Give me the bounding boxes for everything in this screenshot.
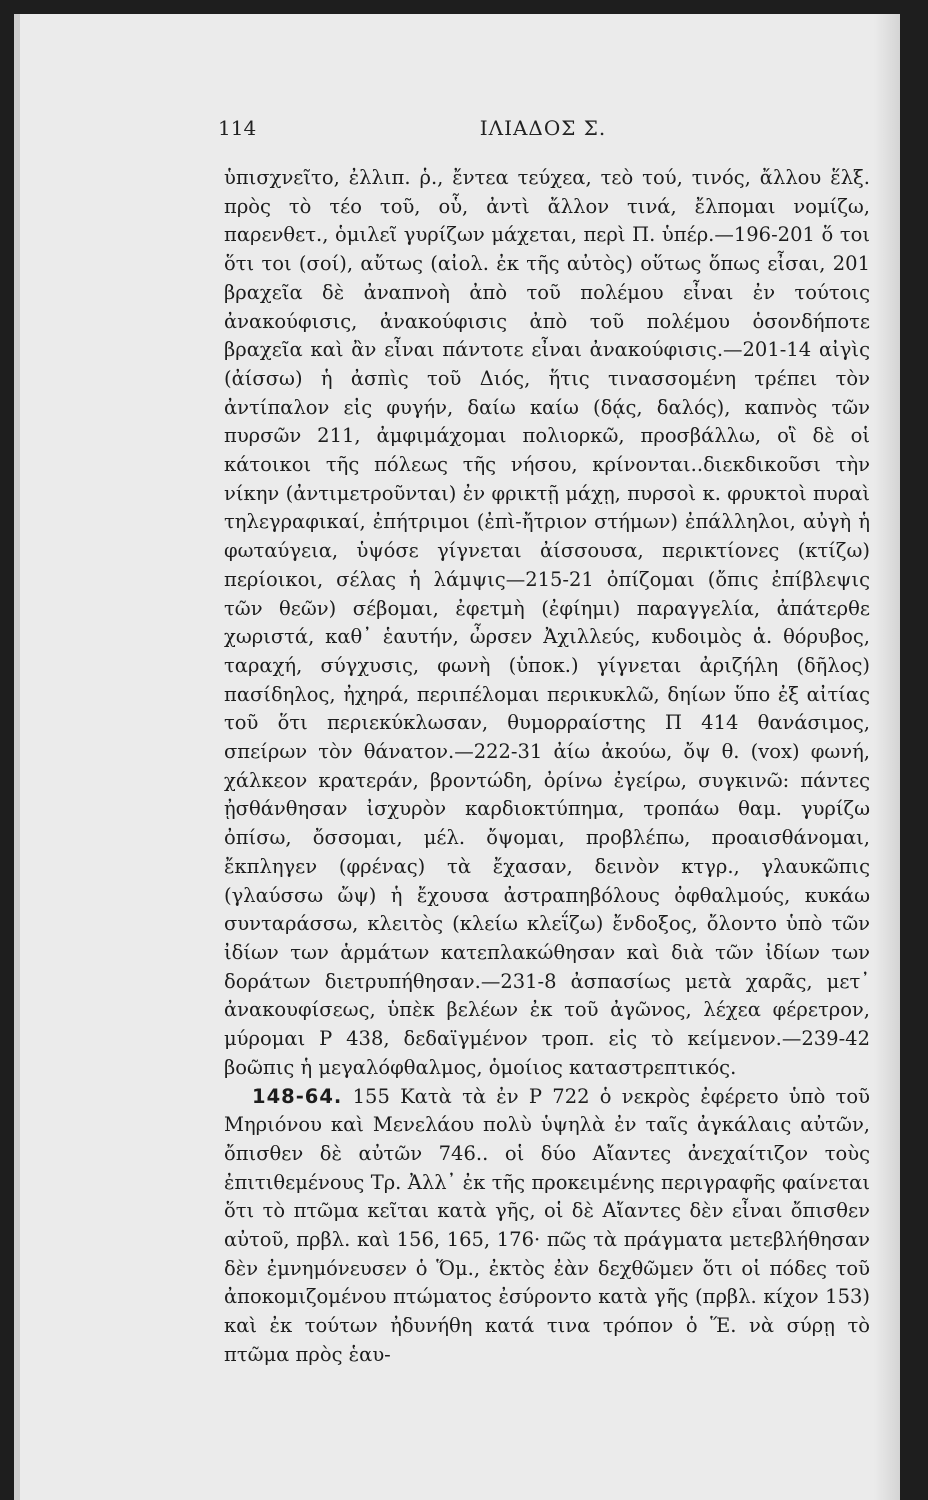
section-label: 148-64. [252, 1084, 343, 1108]
commentary-paragraph: ὑπισχνεῖτο, ἐλλιπ. ῥ., ἔντεα τεύχεα, τεὸ τού, τινός, ἄλλου ἕλξ. πρὸς τὸ τέο τοῦ, οὗ, ἀντὶ ἄλλον τινά, ἔλπομαι νομίζω, παρενθετ., ὁμιλεῖ γυρίζων μάχεται, περὶ Π. ὑπέρ.—196-201 ὅ τοι ὅτι τοι (σοί), αὔτως (αἰολ. ἐκ τῆς αὐτὸς) οὕτως ὅπως εἶσαι, 201 βραχεῖα δὲ ἀναπνοὴ ἀπὸ τοῦ πολέμου εἶναι ἐν τούτοις ἀνακούφισις, ἀνακούφισις ἀπὸ τοῦ πολέμου ὁσονδήποτε βραχεῖα καὶ ἂν εἶναι πάντοτε εἶναι ἀνακούφισις.—201-14 αἰγὶς (ἀίσσω) ἡ ἀσπὶς τοῦ Διός, ἥτις τινασσομένη τρέπει τὸν ἀντίπαλον εἰς φυγήν, δαίω καίω (δᾴς, δαλός), καπνὸς τῶν πυρσῶν 211, ἀμφιμάχομαι πολιορκῶ, προσβάλλω, οἳ δὲ οἱ κάτοικοι τῆς πόλεως τῆς νήσου, κρίνονται..διεκδικοῦσι τὴν νίκην (ἀντιμετροῦνται) ἐν φρικτῇ μάχῃ, πυρσοὶ κ. φρυκτοὶ πυραὶ τηλεγραφικαί, ἐπήτριμοι (ἐπὶ-ἤτριον στήμων) ἐπάλληλοι, αὐγὴ ἡ φωταύγεια, ὑψόσε γίγνεται ἀίσσουσα, περικτίονες (κτίζω) περίοικοι, σέλας ἡ λάμψις—215-21 ὀπίζομαι (ὄπις ἐπίβλεψις τῶν θεῶν) σέβομαι, ἐφετμὴ (ἐφίημι) παραγγελία, ἀπάτερθε χωριστά, καθ᾽ ἑαυτήν, ὦρσεν Ἀχιλλεύς, κυδοιμὸς ἁ. θόρυβος, ταραχή, σύγχυσις, φωνὴ (ὑποκ.) γίγνεται ἀριζήλη (δῆλος) πασίδηλος, ἠχηρά, περιπέλομαι περικυκλῶ, δηίων ὕπο ἐξ αἰτίας τοῦ ὅτι περιεκύκλωσαν, θυμορραίστης Π 414 θανάσιμος, σπείρων τὸν θάνατον.—222-31 ἀίω ἀκούω, ὄψ θ. (vox) φωνή, χάλκεον κρατεράν, βροντώδη, ὀρίνω ἐγείρω, συγκινῶ: πάντες ᾐσθάνθησαν ἰσχυρὸν καρδιοκτύπημα, τροπάω θαμ. γυρίζω ὀπίσω, ὄσσομαι, μέλ. ὄψομαι, προβλέπω, προαισθάνομαι, ἔκπληγεν (φρένας) τὰ ἔχασαν, δεινὸν κτγρ., γλαυκῶπις (γλαύσσω ὤψ) ἡ ἔχουσα ἀστραπηβόλους ὀφθαλμούς, κυκάω συνταράσσω, κλειτὸς (κλείω κλεΐζω) ἔνδοξος, ὄλοντο ὑπὸ τῶν ἰδίων των ἁρμάτων κατεπλακώθησαν καὶ διὰ τῶν ἰδίων των δοράτων διετρυπήθησαν.—231-8 ἀσπασίως μετὰ χαρᾶς, μετ᾽ ἀνακουφίσεως, ὑπὲκ βελέων ἐκ τοῦ ἀγῶνος, λέχεα φέρετρον, μύρομαι Ρ 438, δεδαϊγμένον τροπ. εἰς τὸ κείμενον.—239-42 βοῶπις ἡ μεγαλόφθαλμος, ὁμοίιος καταστρεπτικός. [224, 166, 870, 1079]
running-title: ΙΛΙΑΔΟΣ Σ. [479, 116, 607, 140]
commentary-text [224, 164, 870, 1370]
page-header [218, 112, 868, 152]
book-page [14, 14, 900, 1500]
page-number: 114 [218, 116, 257, 140]
paragraph-text: 155 Κατὰ τὰ ἐν Ρ 722 ὁ νεκρὸς ἐφέρετο ὑπὸ τοῦ Μηριόνου καὶ Μενελάου πολὺ ὑψηλὰ ἐν ταῖς ἀγκάλαις αὐτῶν, ὄπισθεν δὲ αὐτῶν 746.. οἱ δύο Αἴαντες ἀνεχαίτιζον τοὺς ἐπιτιθεμένους Τρ. Ἀλλ᾽ ἐκ τῆς προκειμένης περιγραφῆς φαίνεται ὅτι τὸ πτῶμα κεῖται κατὰ γῆς, οἱ δὲ Αἴαντες δὲν εἶναι ὄπισθεν αὐτοῦ, πρβλ. καὶ 156, 165, 176· πῶς τὰ πράγματα μετεβλήθησαν δὲν ἐμνημόνευσεν ὁ Ὅμ., ἐκτὸς ἐὰν δεχθῶμεν ὅτι οἱ πόδες τοῦ ἀποκομιζομένου πτώματος ἐσύροντο κατὰ γῆς (πρβλ. κίχον 153) καὶ ἐκ τούτων ἠδυνήθη κατά τινα τρόπον ὁ Ἕ. νὰ σύρῃ τὸ πτῶμα πρὸς ἑαυ- [224, 1084, 870, 1366]
page-edge-shadow [874, 14, 900, 1500]
commentary-paragraph [224, 1083, 870, 1370]
